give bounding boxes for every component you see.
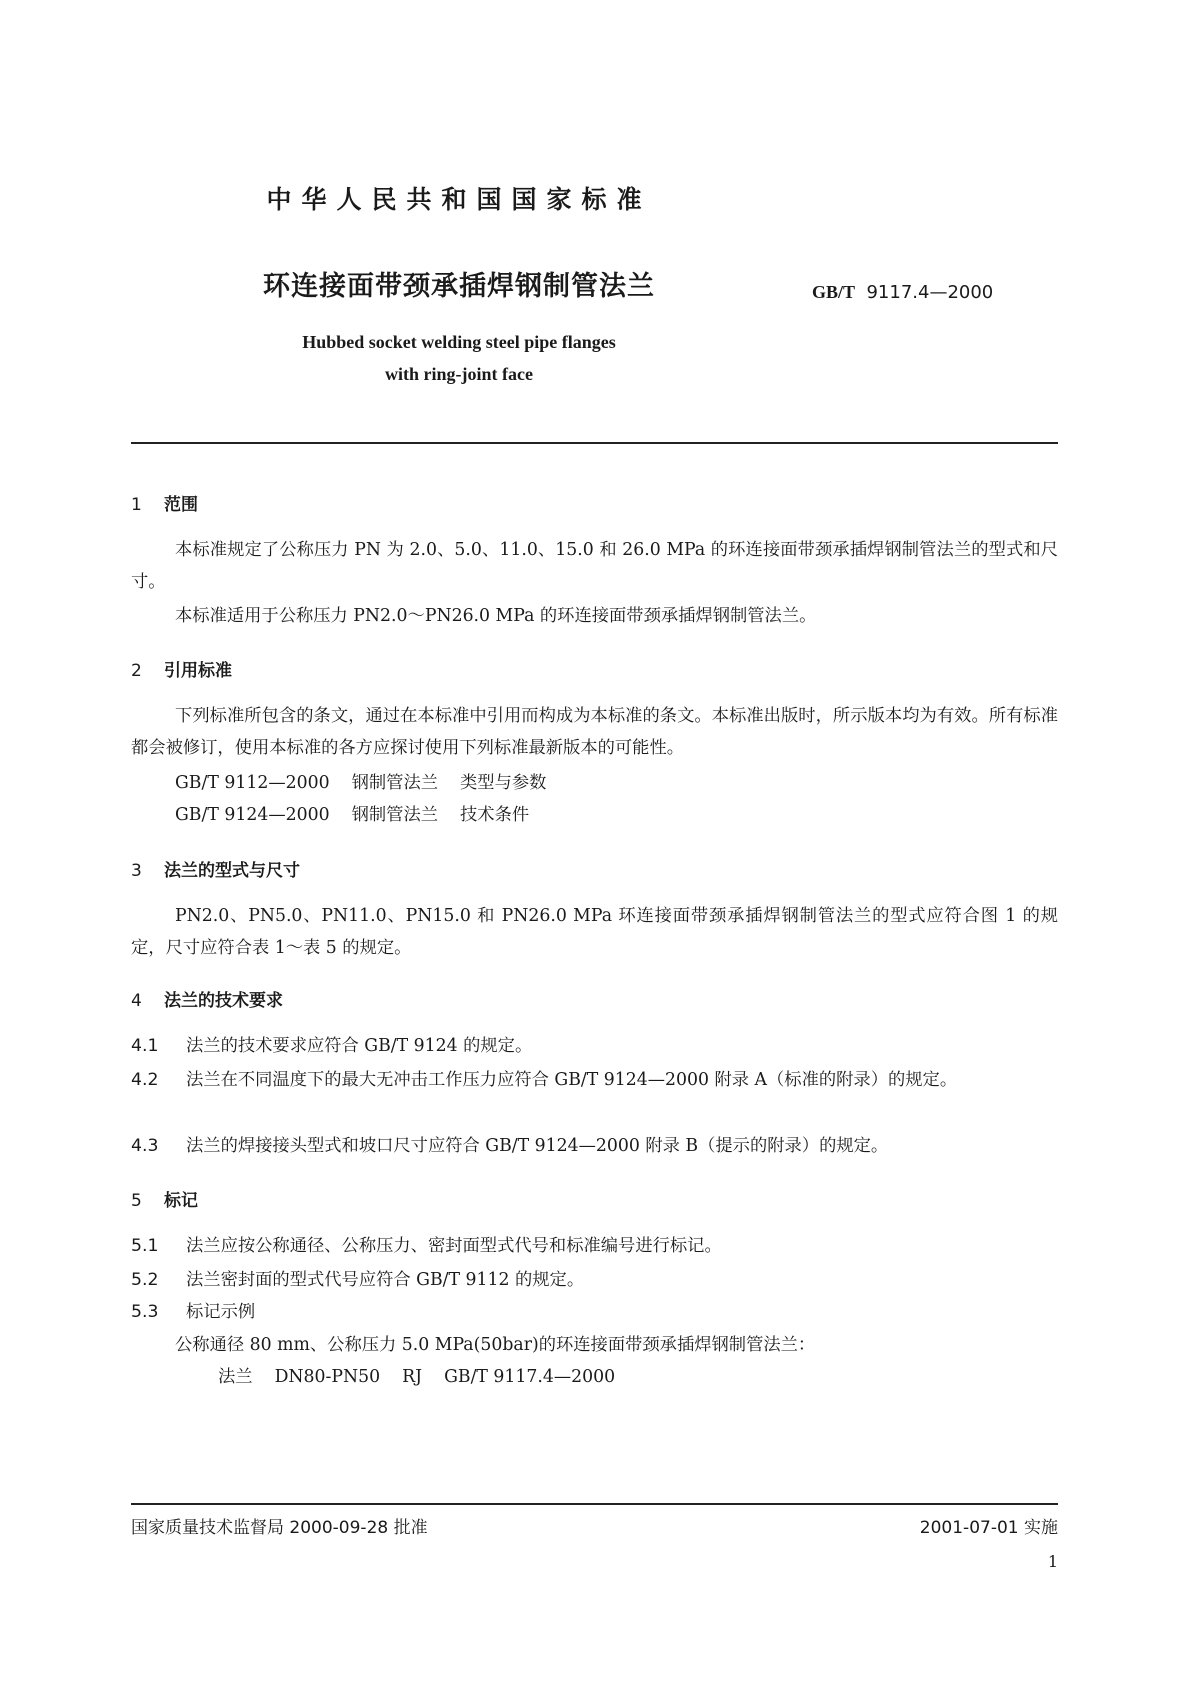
standard-title: 环连接面带颈承插焊钢制管法兰 [263,271,655,302]
section-4-heading [131,986,283,1011]
section-1-heading [131,490,198,515]
national-standard-heading: 中华人民共和国国家标准 [266,185,652,214]
section-title: 引用标准 [164,661,232,681]
reference-code: GB/T 9112—2000 [175,773,330,793]
section-number: 3 [131,861,142,881]
standard-code [812,282,993,303]
reference-standard [175,800,529,825]
clause-number: 5.2 [131,1270,159,1290]
section-number: 4 [131,991,142,1011]
english-title-line1: Hubbed socket welding steel pipe flanges [302,332,616,352]
english-title [0,326,918,390]
english-title-line2: with ring-joint face [385,364,533,384]
clause-number: 4.2 [131,1070,159,1090]
page-number: 1 [1047,1552,1058,1571]
section-1-paragraph-2: 本标准适用于公称压力 PN2.0～PN26.0 MPa 的环连接面带颈承插焊钢制管法兰。 [175,606,817,626]
reference-desc: 类型与参数 [460,773,547,793]
clause-5-1 [131,1230,1058,1262]
clause-4-2 [131,1064,1058,1096]
marking-example [218,1362,615,1387]
section-3-heading [131,856,300,881]
clause-number: 5.1 [131,1236,159,1256]
reference-name: 钢制管法兰 [351,773,439,793]
example-code: DN80-PN50 [274,1367,381,1387]
marking-example-description: 公称通径 80 mm、公称压力 5.0 MPa(50bar)的环连接面带颈承插焊钢制管法兰： [175,1335,816,1355]
section-5-heading [131,1186,198,1211]
clause-number: 4.1 [131,1036,159,1056]
reference-standard [175,768,546,793]
clause-text: 法兰的技术要求应符合 GB/T 9124 的规定。 [186,1036,533,1056]
clause-number: 5.3 [131,1302,159,1322]
standard-code-prefix: GB/T [812,282,856,302]
section-1-paragraph-1: 本标准规定了公称压力 PN 为 2.0、5.0、11.0、15.0 和 26.0 MPa 的环连接面带颈承插焊钢制管法兰的型式和尺寸。 [131,540,1058,592]
footer-divider [131,1503,1058,1505]
approval-line: 国家质量技术监督局 2000-09-28 批准 [131,1518,428,1538]
clause-text: 法兰应按公称通径、公称压力、密封面型式代号和标准编号进行标记。 [186,1236,722,1256]
section-title: 范围 [164,495,198,515]
section-2-paragraph-1: 下列标准所包含的条文，通过在本标准中引用而构成为本标准的条文。本标准出版时，所示版本均为有效。所有标准都会被修订，使用本标准的各方应探讨使用下列标准最新版本的可能性。 [131,706,1058,758]
example-label: 法兰 [218,1367,253,1387]
clause-text: 标记示例 [186,1302,256,1322]
section-number: 5 [131,1191,142,1211]
section-number: 2 [131,661,142,681]
clause-text: 法兰在不同温度下的最大无冲击工作压力应符合 GB/T 9124—2000 附录 A（标准的附录）的规定。 [186,1070,958,1090]
clause-text: 法兰的焊接接头型式和坡口尺寸应符合 GB/T 9124—2000 附录 B（提示的附录）的规定。 [186,1136,889,1156]
section-title: 标记 [164,1191,198,1211]
clause-number: 4.3 [131,1136,159,1156]
implementation-date: 2001-07-01 实施 [919,1518,1058,1538]
section-number: 1 [131,495,142,515]
clause-text: 法兰密封面的型式代号应符合 GB/T 9112 的规定。 [186,1270,585,1290]
reference-desc: 技术条件 [460,805,530,825]
clause-4-3 [131,1130,1058,1162]
reference-name: 钢制管法兰 [351,805,439,825]
reference-code: GB/T 9124—2000 [175,805,330,825]
section-2-heading [131,656,232,681]
clause-4-1 [131,1030,1058,1062]
clause-5-2 [131,1264,1058,1296]
example-standard: GB/T 9117.4—2000 [444,1367,616,1387]
clause-5-3 [131,1296,1058,1328]
section-title: 法兰的技术要求 [164,991,283,1011]
section-title: 法兰的型式与尺寸 [164,861,300,881]
example-face: RJ [402,1367,423,1387]
header-divider [131,442,1058,444]
section-3-paragraph-1: PN2.0、PN5.0、PN11.0、PN15.0 和 PN26.0 MPa 环连接面带颈承插焊钢制管法兰的型式应符合图 1 的规定，尺寸应符合表 1～表 5 的规定。 [131,906,1058,958]
standard-code-number: 9117.4—2000 [866,282,994,303]
